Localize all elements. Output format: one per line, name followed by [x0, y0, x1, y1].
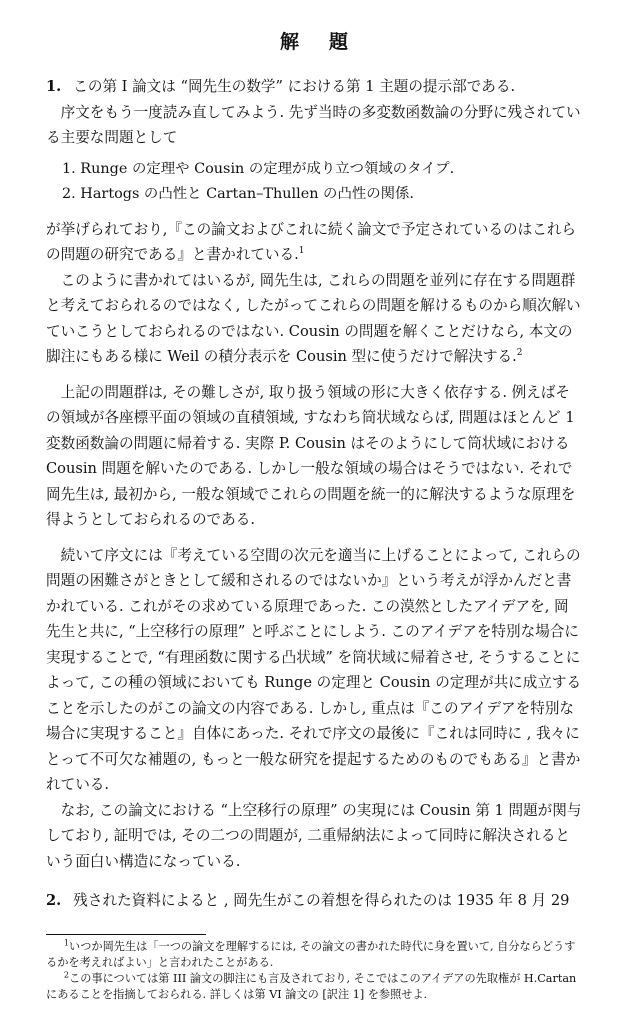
page-title: 解題 [279, 31, 378, 53]
paragraph-gap [46, 533, 582, 543]
paragraph-4: 続いて序文には『考えている空間の次元を適当に上げることによって, これらの問題の困難さがときとして緩和されるのではないか』という考えが浮かんだと書かれている. これがその求めている原理であった. この漠然としたアイデアを, 岡先生と共に, “上空移行の原理” と呼ぶことにしよう. このアイデアを特別な場合に実現することで, “有理函数に関する凸状域” を筒状域に帰着させ, そうすることによって, この種の領域においても Runge の定理と Cousin の定理が共に成立することを示したのがこの論文の内容である. しかし, 重点は『このアイデアを特別な場合に実現すること』自体にあった. それで序文の最後に『これは同時に , 我々にとって不可欠な補題の, もっと一般な研究を提起するためのものでもある』と書かれている. [46, 546, 582, 793]
section-1-number: 1. [46, 78, 62, 95]
footnotes [46, 934, 582, 1003]
problem-list [46, 157, 582, 207]
footnote-1-text: いつか岡先生は「一つの論文を理解するには, その論文の書かれた時代に身を置いて, 自分ならどうするかを考えればよい」と言われたことがある. [46, 940, 576, 969]
problem-item-1: 1. Runge の定理や Cousin の定理が成り立つ領域のタイプ. [62, 160, 455, 177]
problem-item-2: 2. Hartogs の凸性と Cartan–Thullen の凸性の関係. [62, 185, 414, 202]
footnote-2-text: この事については第 III 論文の脚注にも言及されており, そこではこのアイデアの先取権が H.Cartan にあることを指摘しておられる. 詳しくは第 VI 論文の [訳注 1] を参照せよ. [46, 972, 577, 1001]
section-gap [46, 874, 582, 888]
section-2-text: 残された資料によると , 岡先生がこの着想を得られたのは 1935 年 8 月 29 [73, 892, 570, 909]
paragraph-gap [46, 370, 582, 380]
footnote-2 [46, 971, 582, 1003]
section-1-heading [46, 74, 582, 100]
paragraph-5: なお, この論文における “上空移行の原理” の実現には Cousin 第 1 問題が関与しており, 証明では, その二つの問題が, 二重帰納法によって同時に解決されるという面白い構造になっている. [46, 801, 582, 870]
footnote-1-mark: 1 [63, 938, 69, 948]
paragraph-1 [46, 217, 582, 268]
paragraph-3: 上記の問題群は, その難しさが, 取り扱う領域の形に大きく依存する. 例えばその領域が各座標平面の領域の直積領域, すなわち筒状域ならば, 問題はほとんど 1 変数函数論の問題に帰着する. 実際 P. Cousin はそのようにして筒状域における Cousin 問題を解いたのである. しかし一般な領域の場合はそうではない. それで岡先生は, 最初から, 一般な領域でこれらの問題を統一的に解決するような原理を得ようとしておられるのである. [46, 383, 576, 528]
footnote-ref-2[interactable]: 2 [516, 348, 523, 359]
section-2-number: 2. [46, 892, 62, 909]
footnote-1 [46, 939, 582, 971]
footnote-rule [46, 934, 206, 935]
section-2-heading [46, 888, 582, 914]
paragraph-2 [46, 268, 582, 370]
section-1-title: この第 I 論文は “岡先生の数学” における第 1 主題の提示部である. [73, 78, 516, 95]
section-1-intro: 序文をもう一度読み直してみよう. 先ず当時の多変数函数論の分野に残されている主要な問題として [46, 103, 581, 146]
document-page [46, 28, 582, 914]
footnote-2-mark: 2 [63, 970, 69, 980]
footnote-ref-1[interactable]: 1 [298, 246, 305, 257]
paragraph-2-text: このように書かれてはいるが, 岡先生は, これらの問題を並列に存在する問題群と考えておられるのではなく, したがってこれらの問題を解けるものから順次解いていこうとしておられるのではない. Cousin の問題を解くことだけなら, 本文の脚注にもある様に Weil の積分表示を Cousin 型に使うだけで解決する. [46, 271, 581, 365]
paragraph-1-text: が挙げられており,『この論文およびこれに続く論文で予定されているのはこれらの問題の研究である』と書かれている. [46, 220, 577, 263]
